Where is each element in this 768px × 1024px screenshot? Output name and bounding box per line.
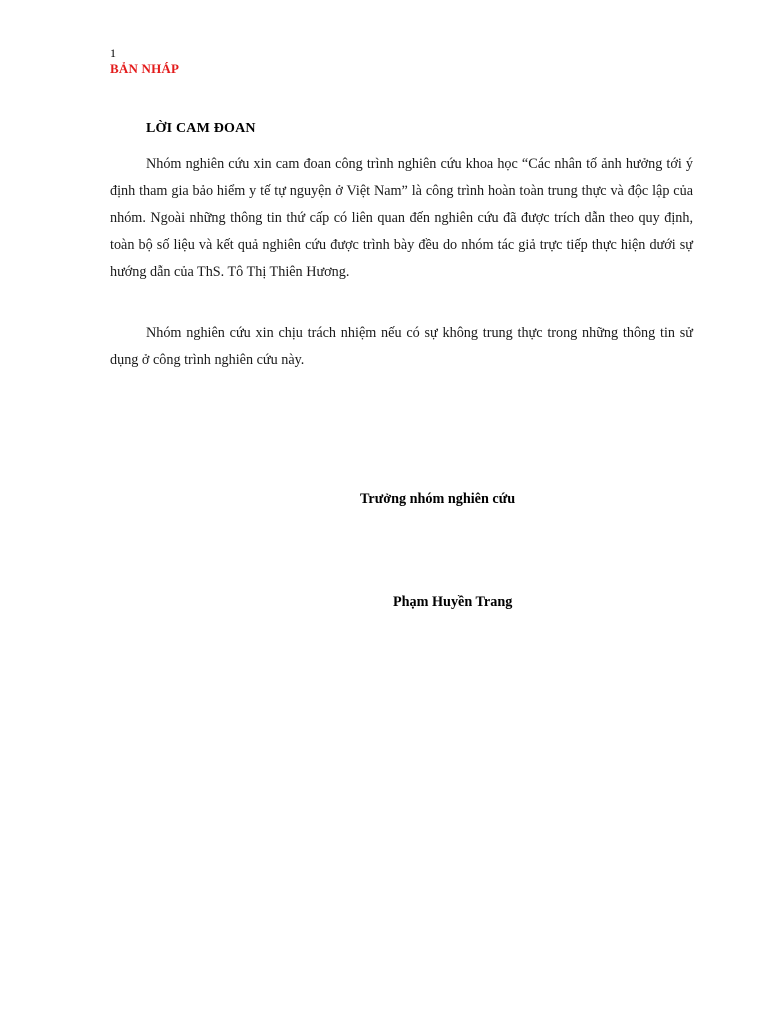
draft-label: BẢN NHÁP <box>110 61 180 76</box>
signature-name: Phạm Huyền Trang <box>393 594 513 610</box>
signature-title: Trưởng nhóm nghiên cứu <box>360 491 516 507</box>
page-number: 1 <box>110 46 116 60</box>
paragraph-declaration: Nhóm nghiên cứu xin cam đoan công trình nghiên cứu khoa học “Các nhân tố ảnh hưởng tới ý định tham gia bảo hiểm y tế tự nguyện ở Việt Nam” là công trình hoàn toàn trung thực và độc lập của nhóm. Ngoài những thông tin thứ cấp có liên quan đến nghiên cứu đã được trích dẫn theo quy định, toàn bộ số liệu và kết quả nghiên cứu được trình bày đều do nhóm tác giả trực tiếp thực hiện dưới sự hướng dẫn của ThS. Tô Thị Thiên Hương. <box>110 156 693 280</box>
document-heading: LỜI CAM ĐOAN <box>146 121 256 136</box>
paragraph-responsibility: Nhóm nghiên cứu xin chịu trách nhiệm nếu có sự không trung thực trong những thông tin sử dụng ở công trình nghiên cứu này. <box>110 325 693 368</box>
